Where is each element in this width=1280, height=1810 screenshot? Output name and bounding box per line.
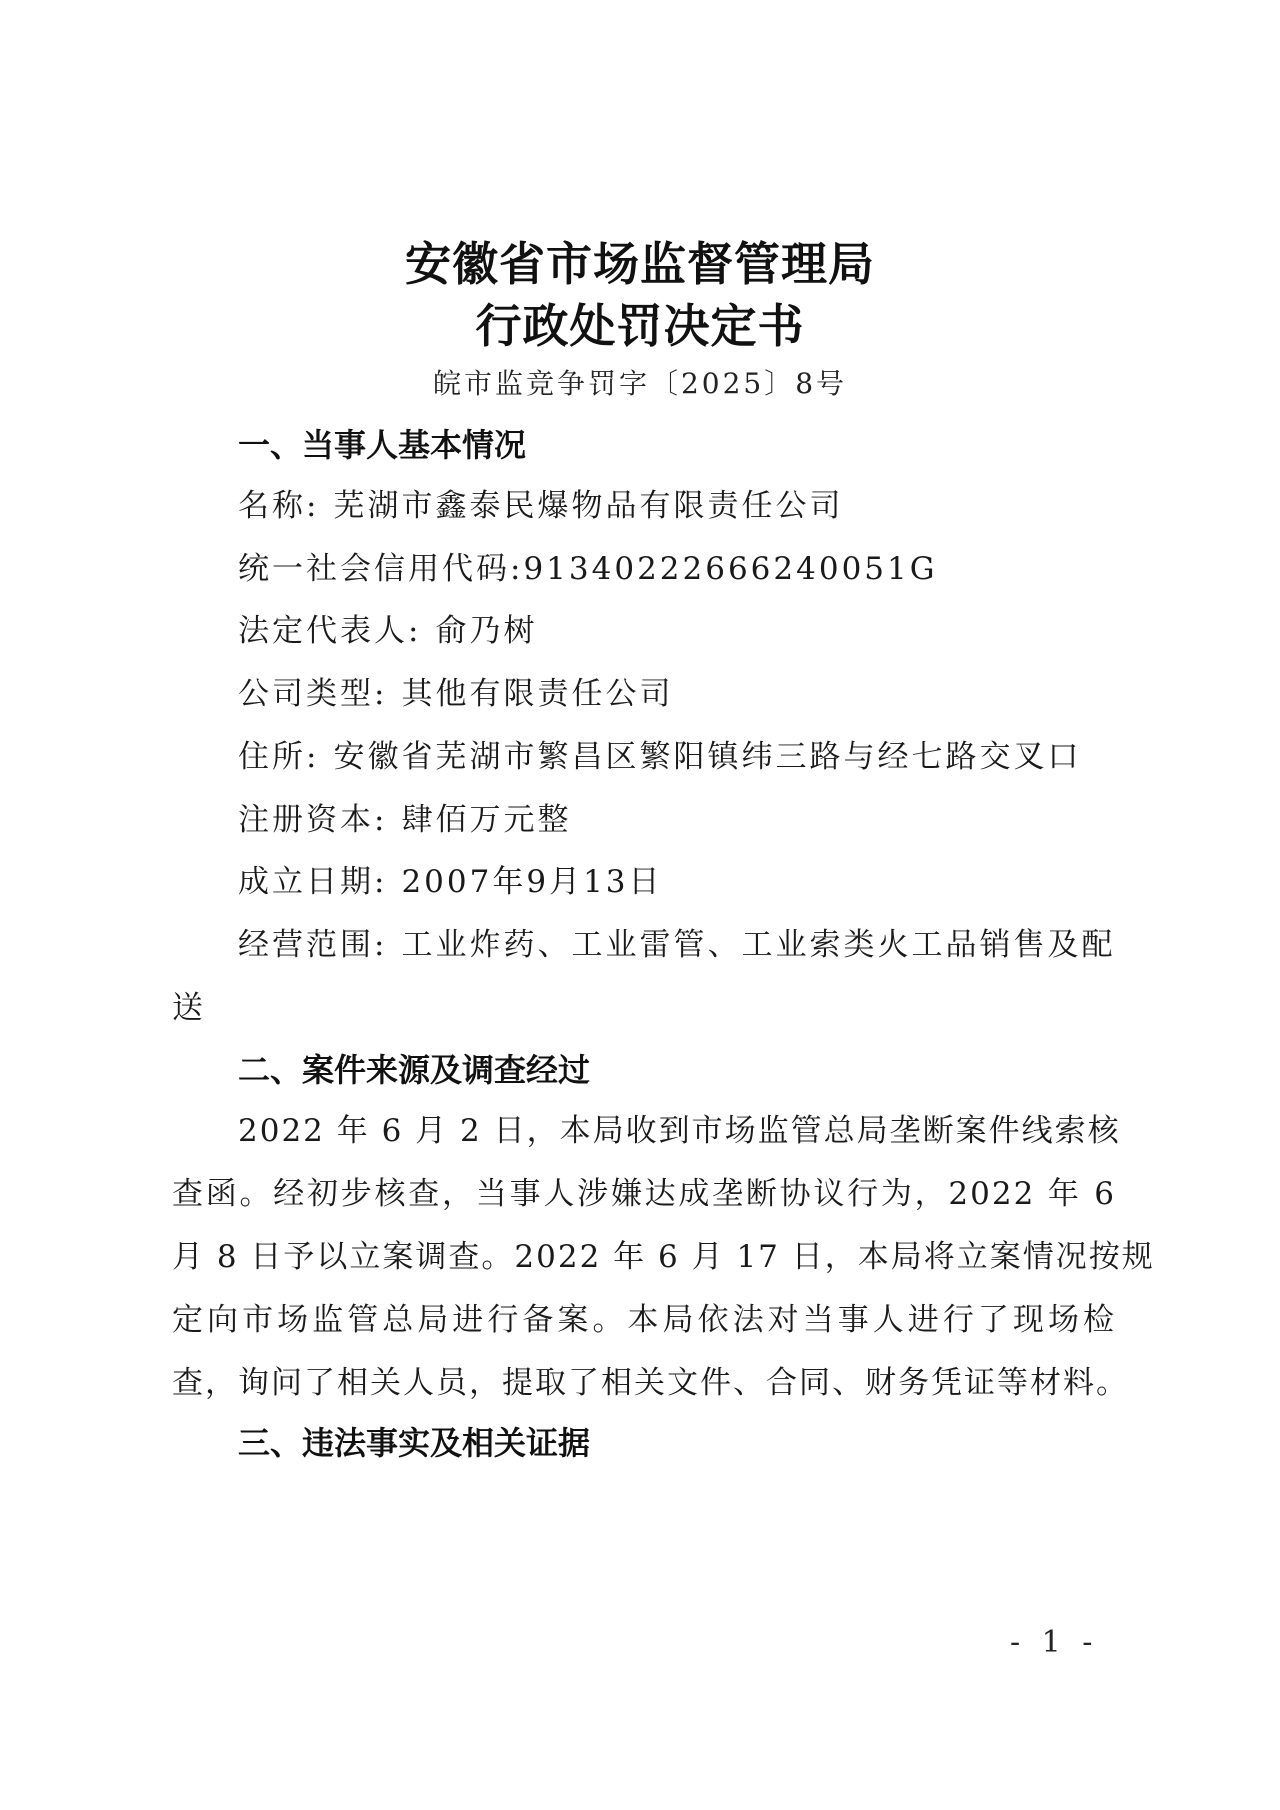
field-scope-label: 经营范围: <box>238 927 388 963</box>
paragraph-line: 月 8 日予以立案调查。2022 年 6 月 17 日，本局将立案情况按规 <box>172 1239 1155 1275</box>
paragraph-line: 查，询问了相关人员，提取了相关文件、合同、财务凭证等材料。 <box>172 1365 1129 1401</box>
field-scope-continuation: 送 <box>172 990 206 1026</box>
field-legal-rep-value: 俞乃树 <box>435 613 538 649</box>
field-address-label: 住所: <box>238 739 320 775</box>
paragraph-line: 查函。经初步核查，当事人涉嫌达成垄断协议行为，2022 年 6 <box>172 1176 1116 1212</box>
field-capital-value: 肆佰万元整 <box>401 802 572 838</box>
field-scope-value: 工业炸药、工业雷管、工业索类火工品销售及配 <box>401 927 1116 963</box>
field-capital <box>238 794 571 839</box>
field-legal-rep-label: 法定代表人: <box>238 613 422 649</box>
field-founded <box>238 856 663 901</box>
section-heading-party-info: 一、当事人基本情况 <box>238 426 527 464</box>
paragraph-line: 2022 年 6 月 2 日，本局收到市场监管总局垄断案件线索核 <box>238 1113 1121 1149</box>
document-title-agency: 安徽省市场监督管理局 <box>405 237 875 291</box>
field-capital-label: 注册资本: <box>238 802 388 838</box>
document-number: 皖市监竞争罚字〔2025〕8号 <box>432 367 848 400</box>
document-title-type: 行政处罚决定书 <box>475 299 805 353</box>
field-company-type <box>238 668 673 713</box>
section-heading-case-source: 二、案件来源及调查经过 <box>238 1051 591 1089</box>
section-heading-violation-facts: 三、违法事实及相关证据 <box>238 1424 591 1462</box>
field-name-label: 名称: <box>238 488 320 524</box>
field-address <box>238 731 1081 776</box>
field-scope <box>238 919 1115 964</box>
field-name <box>238 480 843 525</box>
field-founded-label: 成立日期: <box>238 864 388 900</box>
field-company-type-label: 公司类型: <box>238 676 388 712</box>
paragraph-line: 定向市场监管总局进行备案。本局依法对当事人进行了现场检 <box>172 1302 1116 1338</box>
field-legal-rep <box>238 605 537 650</box>
field-company-type-value: 其他有限责任公司 <box>401 676 674 712</box>
field-address-value: 安徽省芜湖市繁昌区繁阳镇纬三路与经七路交叉口 <box>333 739 1082 775</box>
page-number: - 1 - <box>1010 1625 1099 1660</box>
field-credit-code-value: 91340222666240051G <box>523 551 938 587</box>
field-credit-code-label: 统一社会信用代码: <box>238 551 524 587</box>
field-credit-code <box>238 543 938 588</box>
field-founded-value: 2007年9月13日 <box>401 864 663 900</box>
field-name-value: 芜湖市鑫泰民爆物品有限责任公司 <box>333 488 844 524</box>
